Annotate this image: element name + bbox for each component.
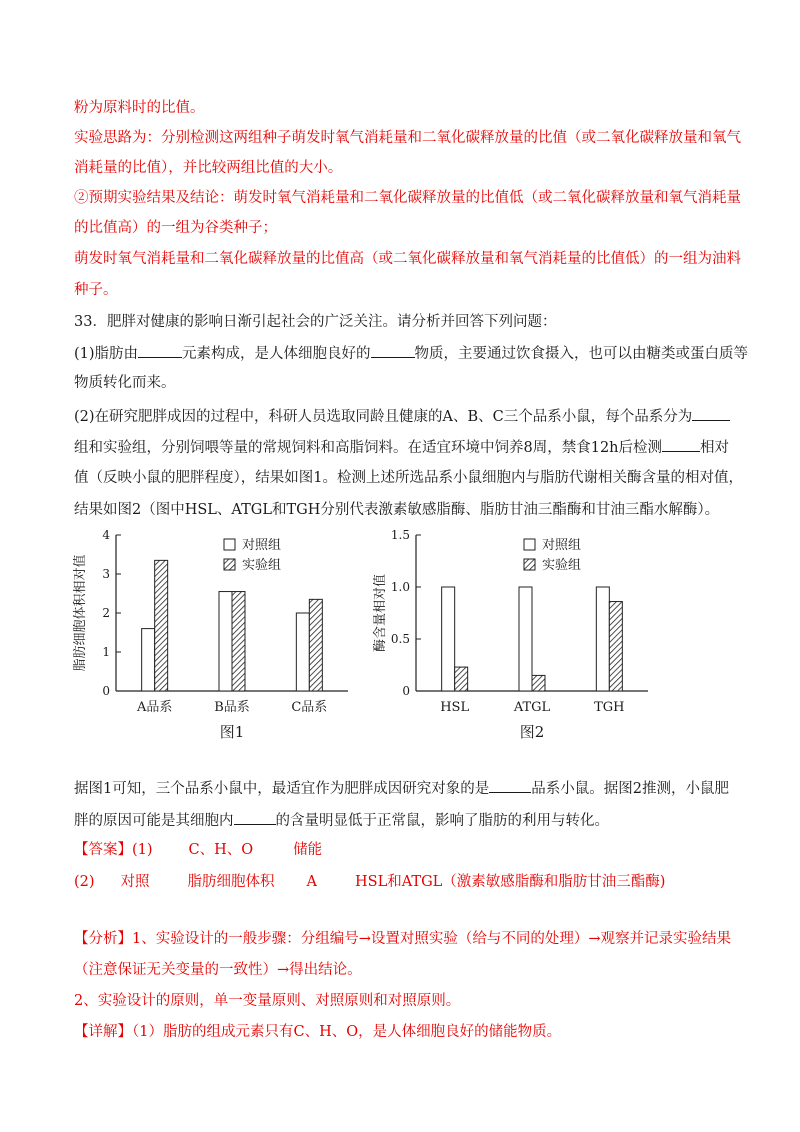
- analysis-line-1: 【分析】1、实验设计的一般步骤：分组编号→设置对照实验（给与不同的处理）→观察并记录实验结果: [74, 931, 732, 947]
- figure-1-chart: [70, 525, 360, 745]
- y-axis-label: 脂肪细胞体积相对值: [73, 554, 88, 672]
- answer-line-2: 实验思路为：分别检测这两组种子萌发时氧气消耗量和二氧化碳释放量的比值（或二氧化碳释放量和氧气: [74, 130, 741, 146]
- x-tick-label: C品系: [291, 700, 328, 715]
- y-tick-label: 0: [102, 684, 110, 698]
- legend-swatch: [224, 559, 235, 570]
- answer-line-7: 种子。: [74, 282, 118, 298]
- bar-experiment: [232, 592, 245, 691]
- analysis-label: 【分析】: [74, 931, 132, 947]
- x-tick-label: TGH: [594, 700, 625, 715]
- question-line-8: 胖的原因可能是其细胞内 的含量明显低于正常鼠，影响了脂肪的利用与转化。: [74, 810, 609, 831]
- legend-label: 实验组: [542, 558, 582, 573]
- answer-label: 【答案】: [74, 842, 132, 858]
- blank-field: [234, 810, 276, 825]
- x-tick-label: A品系: [136, 700, 173, 715]
- chart-title: 图2: [519, 723, 545, 741]
- bar-control: [296, 613, 309, 691]
- analysis-line-3: 2、实验设计的原则，单一变量原则、对照原则和对照原则。: [74, 993, 461, 1009]
- bar-control: [596, 587, 609, 691]
- legend-label: 实验组: [242, 558, 282, 573]
- bar-control: [142, 629, 155, 691]
- analysis-line-2: （注意保证无关变量的一致性）→得出结论。: [74, 962, 362, 978]
- figure-2-chart: [370, 525, 660, 745]
- legend-label: 对照组: [242, 538, 282, 553]
- chart-title: 图1: [219, 723, 245, 741]
- answer-line-1: 粉为原料时的比值。: [74, 100, 205, 116]
- y-axis-label: 酶含量相对值: [373, 573, 388, 653]
- answer-line-3: 消耗量的比值），并比较两组比值的大小。: [74, 160, 343, 176]
- bar-experiment: [532, 675, 545, 691]
- answer-line-4: ②预期实验结果及结论：萌发时氧气消耗量和二氧化碳释放量的比值低（或二氧化碳释放量和氧气消耗量: [74, 190, 741, 206]
- legend-swatch: [524, 539, 535, 550]
- question-line-7: 据图1可知，三个品系小鼠中，最适宜作为肥胖成因研究对象的是 品系小鼠。据图2推测，小鼠肥: [74, 778, 729, 799]
- question-line-3: (2)在研究肥胖成因的过程中，科研人员选取同龄且健康的A、B、C三个品系小鼠，每个品系分为: [74, 406, 730, 427]
- blank-field: [692, 406, 730, 421]
- bar-experiment: [155, 560, 168, 691]
- bar-control: [442, 587, 455, 691]
- question-line-5: 值（反映小鼠的肥胖程度），结果如图1。检测上述所选品系小鼠细胞内与脂肪代谢相关酶含量的相对值，: [74, 470, 743, 486]
- legend-swatch: [524, 559, 535, 570]
- question-line-2: 物质转化而来。: [74, 375, 176, 391]
- detail-line-1: 【详解】（1）脂肪的组成元素只有C、H、O，是人体细胞良好的储能物质。: [74, 1024, 562, 1040]
- legend-swatch: [224, 539, 235, 550]
- bar-experiment: [309, 599, 322, 691]
- bar-control: [519, 587, 532, 691]
- y-tick-label: 2: [102, 606, 110, 620]
- y-tick-label: 1.0: [390, 580, 410, 594]
- blank-field: [489, 778, 531, 793]
- answer-line-6: 萌发时氧气消耗量和二氧化碳释放量的比值高（或二氧化碳释放量和氧气消耗量的比值低）的一组为油料: [74, 251, 741, 267]
- x-tick-label: HSL: [440, 700, 470, 715]
- blank-field: [662, 437, 700, 452]
- legend-label: 对照组: [542, 538, 582, 553]
- bar-experiment: [455, 667, 468, 691]
- question-line-4: 组和实验组，分别饲喂等量的常规饲料和高脂饲料。在适宜环境中饲养8周，禁食12h后检测 相对: [74, 437, 729, 458]
- answer-row-2: (2) 对照 脂肪细胞体积 A HSL和ATGL（激素敏感脂酶和脂肪甘油三酯酶): [74, 874, 666, 890]
- bar-experiment: [609, 602, 622, 691]
- detail-label: 【详解】: [74, 1024, 132, 1040]
- answer-line-5: 的比值高）的一组为谷类种子；: [74, 220, 277, 236]
- blank-field: [138, 343, 182, 358]
- y-tick-label: 1: [102, 645, 110, 659]
- question-line-6: 结果如图2（图中HSL、ATGL和TGH分别代表激素敏感脂酶、脂肪甘油三酯酶和甘油三酯水解酶）。: [74, 502, 720, 518]
- answer-row-1: 【答案】(1) C、H、O 储能: [74, 842, 323, 858]
- blank-field: [371, 343, 415, 358]
- y-tick-label: 4: [102, 528, 110, 542]
- y-tick-label: 1.5: [390, 528, 410, 542]
- question-line-1: (1)脂肪由 元素构成，是人体细胞良好的 物质，主要通过饮食摄入，也可以由糖类或蛋白质等: [74, 343, 748, 364]
- y-tick-label: 0: [402, 684, 410, 698]
- x-tick-label: B品系: [214, 700, 250, 715]
- y-tick-label: 3: [102, 567, 110, 581]
- question-title: 33．肥胖对健康的影响日渐引起社会的广泛关注。请分析并回答下列问题：: [74, 314, 557, 330]
- bar-control: [219, 592, 232, 691]
- x-tick-label: ATGL: [513, 700, 551, 715]
- y-tick-label: 0.5: [390, 632, 410, 646]
